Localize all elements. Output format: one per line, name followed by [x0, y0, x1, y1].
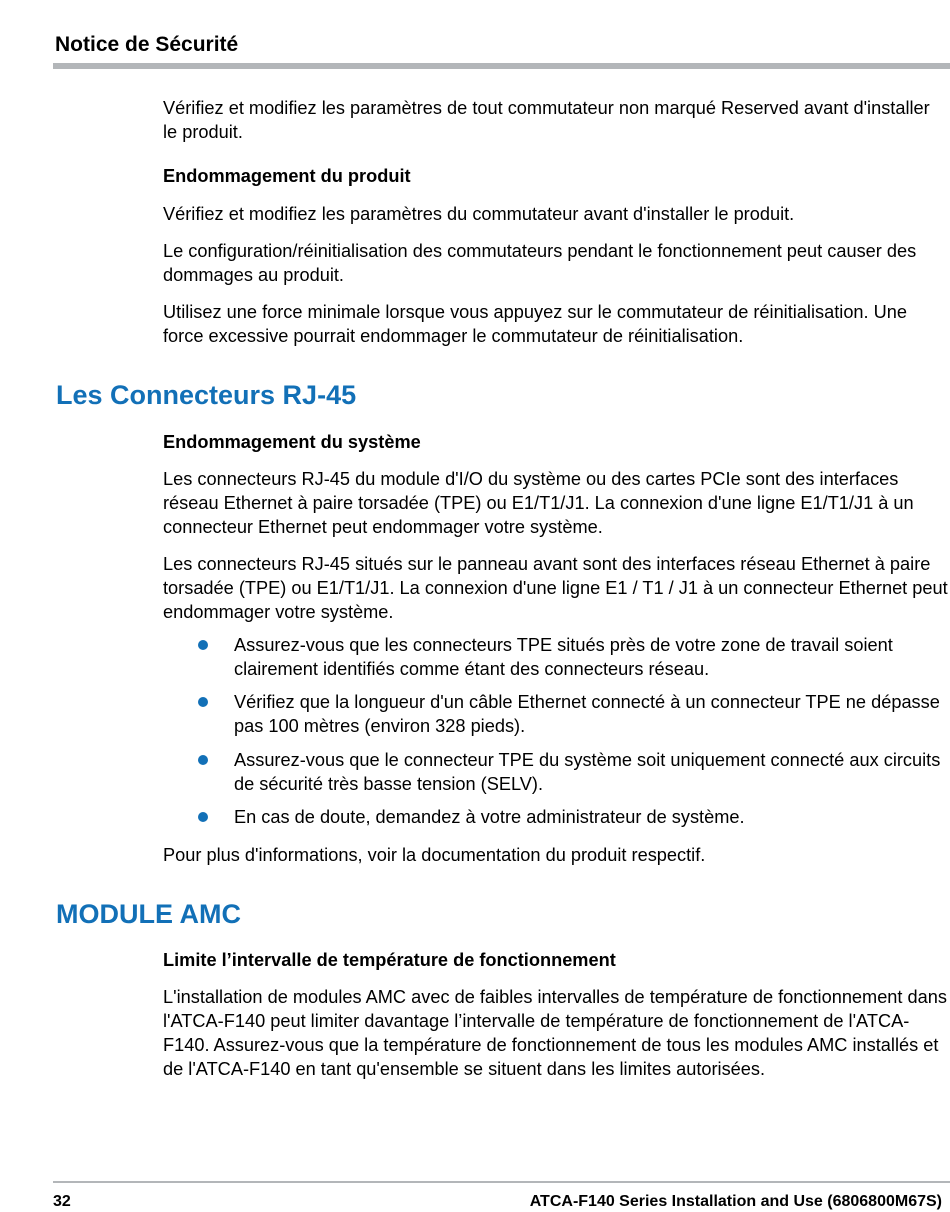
page-header-title: Notice de Sécurité: [55, 33, 239, 56]
product-damage-heading: Endommagement du produit: [163, 166, 411, 186]
bullet-text: Assurez-vous que le connecteur TPE du système soit uniquement connecté aux circuits de sécurité très basse tension (SELV).: [234, 750, 941, 794]
intro-paragraph: Vérifiez et modifiez les paramètres de tout commutateur non marqué Reserved avant d'installer le produit.: [163, 98, 930, 142]
footer-document-title: ATCA-F140 Series Installation and Use (6806800M67S): [529, 1193, 942, 1210]
bullet-dot-icon: [198, 812, 208, 822]
bullet-dot-icon: [198, 640, 208, 650]
product-damage-paragraph: Vérifiez et modifiez les paramètres du commutateur avant d'installer le produit.: [163, 204, 795, 224]
bullet-text: Vérifiez que la longueur d'un câble Ethernet connecté à un connecteur TPE ne dépasse pas 100 mètres (environ 328 pieds).: [234, 692, 940, 736]
header-rule: [53, 63, 950, 69]
amc-subheading: Limite l’intervalle de température de fonctionnement: [163, 950, 616, 970]
amc-paragraph: L'installation de modules AMC avec de faibles intervalles de température de fonctionnement dans l'ATCA-F140 peut limiter davantage l’intervalle de température de fonctionnement de l'ATCA-F140. Assurez-vous que la température de fonctionnement de tous les modules AMC installés et de l'ATCA-F140 en tant qu'ensemble se situent dans les limites autorisées.: [163, 987, 947, 1079]
bullet-dot-icon: [198, 755, 208, 765]
section-title-amc: MODULE AMC: [56, 899, 241, 929]
rj45-paragraph: Les connecteurs RJ-45 du module d'I/O du système ou des cartes PCIe sont des interfaces réseau Ethernet à paire torsadée (TPE) ou E1/T1/J1. La connexion d'une ligne E1/T1/J1 à un connecteur Ethernet peut endommager votre système.: [163, 469, 914, 537]
rj45-paragraph: Les connecteurs RJ-45 situés sur le panneau avant sont des interfaces réseau Ethernet à paire torsadée (TPE) ou E1/T1/J1. La connexion d'une ligne E1 / T1 / J1 à un connecteur Ethernet peut endommager votre système.: [163, 554, 948, 622]
product-damage-paragraph: Le configuration/réinitialisation des commutateurs pendant le fonctionnement peut causer des dommages au produit.: [163, 241, 917, 285]
section-title-rj45: Les Connecteurs RJ-45: [56, 380, 357, 410]
page-number: 32: [53, 1193, 71, 1210]
product-damage-paragraph: Utilisez une force minimale lorsque vous appuyez sur le commutateur de réinitialisation. Une force excessive pourrait endommager le commutateur de réinitialisation.: [163, 302, 908, 346]
rj45-subheading: Endommagement du système: [163, 432, 421, 452]
rj45-closing-paragraph: Pour plus d'informations, voir la documentation du produit respectif.: [163, 845, 706, 865]
footer-rule: [53, 1181, 950, 1183]
bullet-dot-icon: [198, 697, 208, 707]
bullet-text: En cas de doute, demandez à votre administrateur de système.: [234, 807, 745, 827]
bullet-text: Assurez-vous que les connecteurs TPE situés près de votre zone de travail soient clairement identifiés comme étant des connecteurs réseau.: [234, 635, 893, 679]
